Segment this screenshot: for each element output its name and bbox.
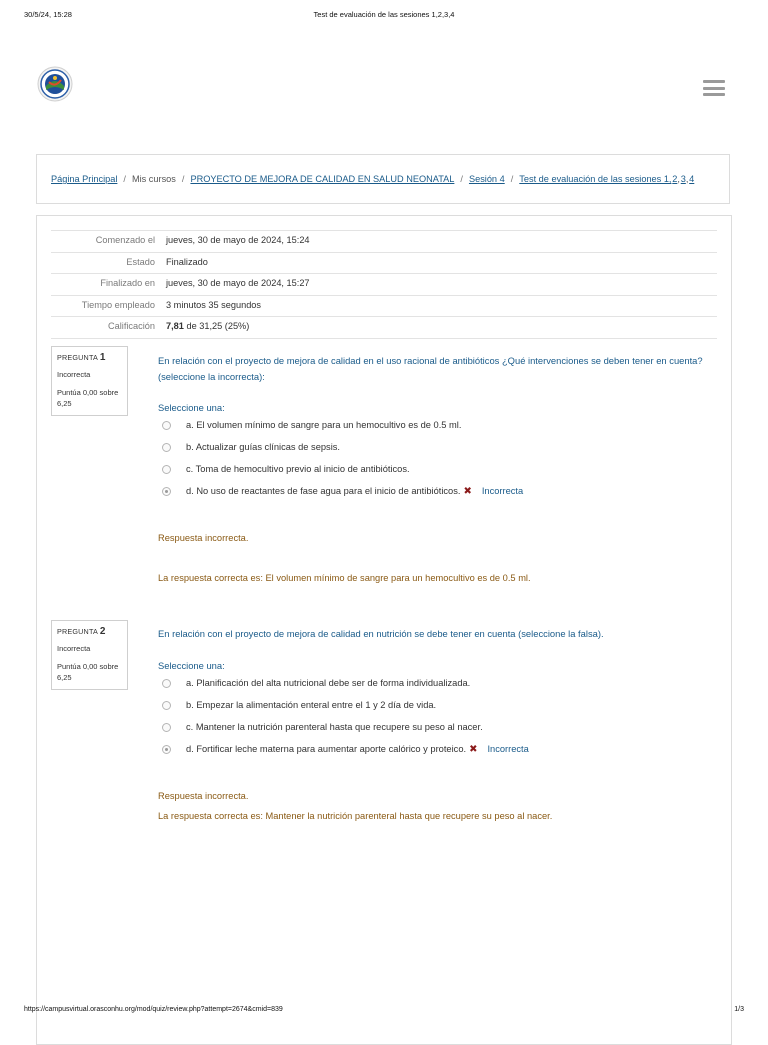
answer-text: d. No uso de reactantes de fase agua para el inicio de antibióticos.	[186, 486, 461, 496]
question-1-text: En relación con el proyecto de mejora de calidad en el uso racional de antibióticos ¿Qué intervenciones se deben tener en cuenta? (seleccione la incorrecta):	[158, 355, 703, 382]
question-grade: Puntúa 0,00 sobre 6,25	[57, 662, 119, 682]
question-2-prompt: Seleccione una:	[158, 660, 225, 671]
question-2-text: En relación con el proyecto de mejora de calidad en nutrición se debe tener en cuenta (seleccione la falsa).	[158, 628, 604, 639]
radio-button[interactable]	[162, 679, 171, 688]
question-label: PREGUNTA	[57, 353, 98, 362]
grade-score: 7,81	[166, 321, 184, 331]
summary-row-started	[51, 230, 717, 252]
print-title: Test de evaluación de las sesiones 1,2,3,4	[313, 10, 455, 19]
summary-label: Estado	[126, 256, 155, 267]
breadcrumb-quiz-link-3[interactable]: 3	[680, 174, 686, 184]
grade-rest: de 31,25 (25%)	[186, 321, 250, 331]
question-2-right-answer: La respuesta correcta es: Mantener la nutrición parenteral hasta que recupere su peso al nacer.	[158, 811, 553, 821]
question-1-prompt: Seleccione una:	[158, 402, 225, 413]
question-number-value: 1	[99, 352, 106, 363]
breadcrumb-quiz-link[interactable]: Test de evaluación de las sesiones 1,	[519, 174, 672, 184]
question-number	[57, 352, 122, 363]
summary-value	[166, 321, 249, 331]
breadcrumb-my-courses: Mis cursos	[131, 174, 176, 184]
radio-button[interactable]	[162, 701, 171, 710]
hamburger-menu-icon-bar	[703, 93, 725, 96]
summary-label: Finalizado en	[100, 278, 155, 288]
answer-text: a. Planificación del alta nutricional debe ser de forma individualizada.	[186, 678, 471, 688]
answer-text: b. Actualizar guías clínicas de sepsis.	[186, 442, 340, 452]
site-logo[interactable]	[37, 66, 73, 102]
summary-label: Calificación	[108, 321, 155, 331]
attempt-summary-table	[51, 230, 717, 339]
question-1-answer-b[interactable]	[160, 442, 720, 456]
question-2-answer-d[interactable]	[160, 744, 720, 758]
radio-button-selected[interactable]	[162, 487, 171, 496]
question-1-answer-c[interactable]	[160, 464, 720, 478]
radio-button-selected[interactable]	[162, 745, 171, 754]
question-grade: Puntúa 0,00 sobre 6,25	[57, 388, 119, 408]
print-url: https://campusvirtual.orasconhu.org/mod/quiz/review.php?attempt=2674&cmid=839	[24, 1006, 283, 1013]
question-number-value: 2	[99, 626, 106, 637]
question-label: PREGUNTA	[57, 627, 98, 636]
answer-text: c. Toma de hemocultivo previo al inicio de antibióticos.	[186, 464, 410, 474]
question-1-info	[51, 346, 128, 416]
print-header	[24, 10, 744, 22]
question-1-feedback: Respuesta incorrecta.	[158, 533, 249, 543]
question-1-answer-a[interactable]	[160, 420, 720, 434]
summary-value: jueves, 30 de mayo de 2024, 15:24	[166, 235, 310, 245]
summary-value: Finalizado	[166, 256, 208, 267]
breadcrumb-quiz-link-4[interactable]: 4	[689, 174, 695, 184]
question-state: Incorrecta	[57, 370, 91, 379]
hamburger-menu-icon	[703, 80, 725, 83]
logo-icon	[37, 66, 73, 102]
answer-text: d. Fortificar leche materna para aumentar aporte calórico y proteico.	[186, 744, 467, 754]
question-2-answer-b[interactable]	[160, 700, 720, 714]
question-2-feedback: Respuesta incorrecta.	[158, 791, 249, 801]
x-mark-icon: ✖	[463, 486, 472, 497]
hamburger-menu-icon-bar	[703, 87, 725, 90]
incorrect-label: Incorrecta	[481, 486, 524, 496]
x-mark-icon: ✖	[469, 744, 478, 755]
question-number	[57, 626, 122, 637]
answer-text: b. Empezar la alimentación enteral entre el 1 y 2 día de vida.	[186, 700, 437, 710]
question-state: Incorrecta	[57, 644, 91, 653]
radio-button[interactable]	[162, 443, 171, 452]
radio-button[interactable]	[162, 723, 171, 732]
question-1-right-answer: La respuesta correcta es: El volumen mínimo de sangre para un hemocultivo es de 0.5 ml.	[158, 573, 531, 583]
summary-label: Tiempo empleado	[81, 299, 155, 310]
question-2-answer-a[interactable]	[160, 678, 720, 692]
summary-value: 3 minutos 35 segundos	[166, 299, 262, 310]
breadcrumb-home-link[interactable]: Página Principal	[51, 174, 118, 184]
summary-row-time	[51, 295, 717, 317]
menu-button[interactable]	[703, 80, 725, 98]
print-date: 30/5/24, 15:28	[24, 10, 72, 19]
answer-text: c. Mantener la nutrición parenteral hasta que recupere su peso al nacer.	[186, 722, 483, 732]
summary-row-grade	[51, 316, 717, 339]
radio-button[interactable]	[162, 465, 171, 474]
incorrect-label: Incorrecta	[487, 744, 529, 754]
breadcrumb-container	[36, 154, 730, 204]
question-2-info	[51, 620, 128, 690]
summary-row-state	[51, 252, 717, 274]
print-footer	[24, 1006, 744, 1018]
breadcrumb: Página Principal / Mis cursos / PROYECTO DE MEJORA DE CALIDAD EN SALUD NEONATAL / Sesión 4 / Test de evaluación de las sesiones 1, 2, 3, 4	[51, 174, 695, 184]
print-page-number: 1/3	[734, 1006, 744, 1013]
breadcrumb-course-link[interactable]: PROYECTO DE MEJORA DE CALIDAD EN SALUD NEONATAL	[190, 174, 455, 184]
breadcrumb-quiz-link-2[interactable]: 2	[672, 174, 678, 184]
answer-text: a. El volumen mínimo de sangre para un hemocultivo es de 0.5 ml.	[186, 420, 462, 430]
summary-value: jueves, 30 de mayo de 2024, 15:27	[166, 278, 310, 288]
summary-row-finished	[51, 273, 717, 295]
summary-label: Comenzado el	[95, 235, 155, 245]
breadcrumb-section-link[interactable]: Sesión 4	[468, 174, 505, 184]
question-1-answer-d[interactable]	[160, 486, 720, 500]
radio-button[interactable]	[162, 421, 171, 430]
question-2-answer-c[interactable]	[160, 722, 720, 736]
